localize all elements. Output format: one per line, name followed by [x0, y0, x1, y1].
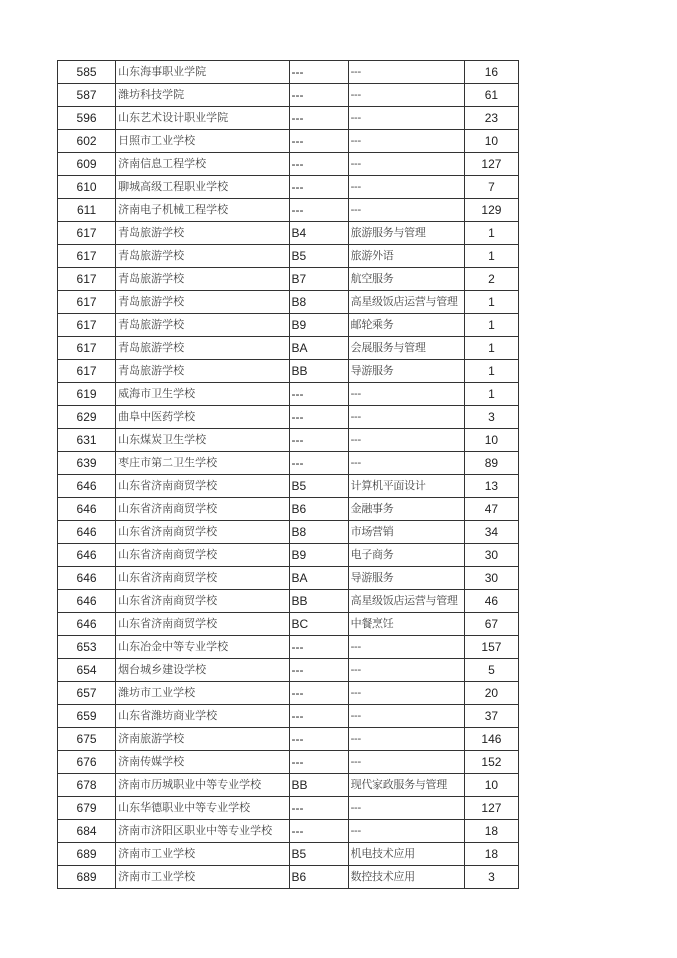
school-name-cell: 济南市济阳区职业中等专业学校	[116, 820, 289, 843]
count-cell: 34	[464, 521, 518, 544]
major-name-cell: ---	[348, 406, 464, 429]
count-cell: 13	[464, 475, 518, 498]
school-name-cell: 济南电子机械工程学校	[116, 199, 289, 222]
major-code-cell: B8	[289, 291, 348, 314]
school-code-cell: 617	[58, 337, 116, 360]
school-name-cell: 济南市工业学校	[116, 843, 289, 866]
major-code-cell: ---	[289, 429, 348, 452]
school-code-cell: 617	[58, 360, 116, 383]
school-name-cell: 青岛旅游学校	[116, 222, 289, 245]
school-code-cell: 684	[58, 820, 116, 843]
school-code-cell: 646	[58, 498, 116, 521]
school-name-cell: 青岛旅游学校	[116, 268, 289, 291]
school-name-cell: 济南市工业学校	[116, 866, 289, 889]
count-cell: 157	[464, 636, 518, 659]
major-name-cell: ---	[348, 61, 464, 84]
school-code-cell: 646	[58, 475, 116, 498]
table-row	[58, 567, 519, 590]
count-cell: 1	[464, 383, 518, 406]
major-code-cell: B9	[289, 314, 348, 337]
table-row	[58, 774, 519, 797]
major-code-cell: ---	[289, 107, 348, 130]
school-code-cell: 587	[58, 84, 116, 107]
major-name-cell: 会展服务与管理	[348, 337, 464, 360]
major-code-cell: BA	[289, 567, 348, 590]
major-code-cell: BB	[289, 590, 348, 613]
count-cell: 10	[464, 130, 518, 153]
school-code-cell: 611	[58, 199, 116, 222]
major-name-cell: ---	[348, 728, 464, 751]
table-row	[58, 222, 519, 245]
school-code-cell: 617	[58, 245, 116, 268]
count-cell: 152	[464, 751, 518, 774]
count-cell: 37	[464, 705, 518, 728]
major-code-cell: ---	[289, 705, 348, 728]
school-code-cell: 639	[58, 452, 116, 475]
major-code-cell: ---	[289, 452, 348, 475]
school-name-cell: 枣庄市第二卫生学校	[116, 452, 289, 475]
major-code-cell: B5	[289, 245, 348, 268]
table-row	[58, 291, 519, 314]
school-name-cell: 潍坊市工业学校	[116, 682, 289, 705]
school-code-cell: 609	[58, 153, 116, 176]
major-name-cell: ---	[348, 682, 464, 705]
table-row	[58, 866, 519, 889]
school-code-cell: 646	[58, 544, 116, 567]
school-code-cell: 689	[58, 866, 116, 889]
count-cell: 5	[464, 659, 518, 682]
count-cell: 89	[464, 452, 518, 475]
count-cell: 16	[464, 61, 518, 84]
count-cell: 46	[464, 590, 518, 613]
table-row	[58, 84, 519, 107]
school-code-cell: 659	[58, 705, 116, 728]
table-row	[58, 475, 519, 498]
school-name-cell: 山东省济南商贸学校	[116, 498, 289, 521]
count-cell: 1	[464, 291, 518, 314]
major-code-cell: ---	[289, 751, 348, 774]
school-name-cell: 聊城高级工程职业学校	[116, 176, 289, 199]
table-row	[58, 797, 519, 820]
table-body	[58, 61, 519, 889]
school-code-cell: 602	[58, 130, 116, 153]
major-code-cell: ---	[289, 84, 348, 107]
school-name-cell: 山东省济南商贸学校	[116, 521, 289, 544]
table-row	[58, 659, 519, 682]
count-cell: 1	[464, 360, 518, 383]
major-code-cell: ---	[289, 176, 348, 199]
table-row	[58, 406, 519, 429]
school-name-cell: 青岛旅游学校	[116, 245, 289, 268]
school-name-cell: 山东海事职业学院	[116, 61, 289, 84]
major-code-cell: ---	[289, 61, 348, 84]
major-name-cell: ---	[348, 383, 464, 406]
table-row	[58, 705, 519, 728]
table-row	[58, 498, 519, 521]
table-row	[58, 314, 519, 337]
major-code-cell: B7	[289, 268, 348, 291]
major-name-cell: ---	[348, 751, 464, 774]
count-cell: 1	[464, 337, 518, 360]
school-name-cell: 济南传媒学校	[116, 751, 289, 774]
major-name-cell: ---	[348, 429, 464, 452]
count-cell: 30	[464, 567, 518, 590]
major-code-cell: BC	[289, 613, 348, 636]
major-name-cell: ---	[348, 820, 464, 843]
school-code-cell: 646	[58, 567, 116, 590]
count-cell: 129	[464, 199, 518, 222]
major-name-cell: 导游服务	[348, 567, 464, 590]
major-code-cell: ---	[289, 153, 348, 176]
school-name-cell: 山东省济南商贸学校	[116, 613, 289, 636]
major-name-cell: 高星级饭店运营与管理	[348, 590, 464, 613]
school-name-cell: 山东省济南商贸学校	[116, 475, 289, 498]
count-cell: 146	[464, 728, 518, 751]
major-name-cell: 航空服务	[348, 268, 464, 291]
major-name-cell: ---	[348, 636, 464, 659]
major-name-cell: ---	[348, 130, 464, 153]
count-cell: 127	[464, 153, 518, 176]
table-row	[58, 107, 519, 130]
major-name-cell: ---	[348, 452, 464, 475]
count-cell: 1	[464, 314, 518, 337]
major-name-cell: ---	[348, 153, 464, 176]
major-name-cell: ---	[348, 659, 464, 682]
major-code-cell: B5	[289, 475, 348, 498]
major-code-cell: B8	[289, 521, 348, 544]
major-name-cell: ---	[348, 176, 464, 199]
count-cell: 10	[464, 429, 518, 452]
major-code-cell: ---	[289, 406, 348, 429]
table-row	[58, 61, 519, 84]
major-name-cell: ---	[348, 199, 464, 222]
count-cell: 23	[464, 107, 518, 130]
school-name-cell: 山东冶金中等专业学校	[116, 636, 289, 659]
major-code-cell: ---	[289, 728, 348, 751]
major-name-cell: 市场营销	[348, 521, 464, 544]
school-code-cell: 585	[58, 61, 116, 84]
school-code-cell: 675	[58, 728, 116, 751]
count-cell: 30	[464, 544, 518, 567]
school-code-cell: 653	[58, 636, 116, 659]
school-name-cell: 烟台城乡建设学校	[116, 659, 289, 682]
major-code-cell: ---	[289, 130, 348, 153]
school-code-cell: 596	[58, 107, 116, 130]
count-cell: 67	[464, 613, 518, 636]
table-row	[58, 383, 519, 406]
table-row	[58, 130, 519, 153]
school-code-cell: 657	[58, 682, 116, 705]
count-cell: 127	[464, 797, 518, 820]
count-cell: 7	[464, 176, 518, 199]
school-code-cell: 617	[58, 268, 116, 291]
major-name-cell: 电子商务	[348, 544, 464, 567]
school-code-cell: 617	[58, 222, 116, 245]
table-row	[58, 682, 519, 705]
major-code-cell: ---	[289, 659, 348, 682]
school-name-cell: 青岛旅游学校	[116, 291, 289, 314]
table-row	[58, 245, 519, 268]
major-code-cell: ---	[289, 199, 348, 222]
school-code-cell: 629	[58, 406, 116, 429]
school-name-cell: 济南信息工程学校	[116, 153, 289, 176]
table-row	[58, 360, 519, 383]
school-name-cell: 曲阜中医药学校	[116, 406, 289, 429]
count-cell: 47	[464, 498, 518, 521]
school-name-cell: 山东省济南商贸学校	[116, 544, 289, 567]
school-code-cell: 678	[58, 774, 116, 797]
major-name-cell: 计算机平面设计	[348, 475, 464, 498]
major-name-cell: 金融事务	[348, 498, 464, 521]
school-name-cell: 潍坊科技学院	[116, 84, 289, 107]
school-code-cell: 676	[58, 751, 116, 774]
count-cell: 3	[464, 406, 518, 429]
enrollment-table	[57, 60, 519, 889]
major-name-cell: ---	[348, 107, 464, 130]
school-name-cell: 山东省济南商贸学校	[116, 567, 289, 590]
major-name-cell: 中餐烹饪	[348, 613, 464, 636]
table-row	[58, 636, 519, 659]
school-code-cell: 617	[58, 314, 116, 337]
table-row	[58, 176, 519, 199]
school-code-cell: 631	[58, 429, 116, 452]
major-name-cell: ---	[348, 705, 464, 728]
school-name-cell: 日照市工业学校	[116, 130, 289, 153]
count-cell: 3	[464, 866, 518, 889]
table-row	[58, 843, 519, 866]
school-code-cell: 610	[58, 176, 116, 199]
school-name-cell: 青岛旅游学校	[116, 314, 289, 337]
major-name-cell: ---	[348, 797, 464, 820]
major-code-cell: ---	[289, 636, 348, 659]
school-code-cell: 617	[58, 291, 116, 314]
major-code-cell: ---	[289, 682, 348, 705]
table-row	[58, 728, 519, 751]
school-code-cell: 646	[58, 521, 116, 544]
major-name-cell: 旅游外语	[348, 245, 464, 268]
count-cell: 20	[464, 682, 518, 705]
school-name-cell: 山东省济南商贸学校	[116, 590, 289, 613]
table-row	[58, 429, 519, 452]
count-cell: 1	[464, 245, 518, 268]
school-code-cell: 679	[58, 797, 116, 820]
major-code-cell: B6	[289, 498, 348, 521]
table-row	[58, 153, 519, 176]
school-code-cell: 619	[58, 383, 116, 406]
table-row	[58, 590, 519, 613]
major-name-cell: 导游服务	[348, 360, 464, 383]
count-cell: 18	[464, 820, 518, 843]
major-code-cell: B5	[289, 843, 348, 866]
school-name-cell: 威海市卫生学校	[116, 383, 289, 406]
table-row	[58, 751, 519, 774]
table-row	[58, 337, 519, 360]
major-code-cell: B9	[289, 544, 348, 567]
count-cell: 1	[464, 222, 518, 245]
table-row	[58, 613, 519, 636]
count-cell: 18	[464, 843, 518, 866]
major-name-cell: 旅游服务与管理	[348, 222, 464, 245]
major-code-cell: ---	[289, 797, 348, 820]
major-code-cell: ---	[289, 820, 348, 843]
major-code-cell: BB	[289, 774, 348, 797]
major-name-cell: ---	[348, 84, 464, 107]
table-row	[58, 544, 519, 567]
major-name-cell: 高星级饭店运营与管理	[348, 291, 464, 314]
major-name-cell: 现代家政服务与管理	[348, 774, 464, 797]
table-row	[58, 199, 519, 222]
major-name-cell: 机电技术应用	[348, 843, 464, 866]
table-row	[58, 521, 519, 544]
major-code-cell: BB	[289, 360, 348, 383]
school-name-cell: 济南旅游学校	[116, 728, 289, 751]
count-cell: 2	[464, 268, 518, 291]
major-code-cell: B4	[289, 222, 348, 245]
school-name-cell: 山东艺术设计职业学院	[116, 107, 289, 130]
major-code-cell: BA	[289, 337, 348, 360]
school-name-cell: 山东省潍坊商业学校	[116, 705, 289, 728]
count-cell: 61	[464, 84, 518, 107]
school-name-cell: 山东华德职业中等专业学校	[116, 797, 289, 820]
table-row	[58, 820, 519, 843]
table-row	[58, 452, 519, 475]
count-cell: 10	[464, 774, 518, 797]
school-name-cell: 青岛旅游学校	[116, 360, 289, 383]
school-code-cell: 646	[58, 613, 116, 636]
school-name-cell: 山东煤炭卫生学校	[116, 429, 289, 452]
major-name-cell: 邮轮乘务	[348, 314, 464, 337]
school-name-cell: 济南市历城职业中等专业学校	[116, 774, 289, 797]
school-code-cell: 689	[58, 843, 116, 866]
table-row	[58, 268, 519, 291]
major-code-cell: ---	[289, 383, 348, 406]
school-name-cell: 青岛旅游学校	[116, 337, 289, 360]
school-code-cell: 654	[58, 659, 116, 682]
major-name-cell: 数控技术应用	[348, 866, 464, 889]
major-code-cell: B6	[289, 866, 348, 889]
school-code-cell: 646	[58, 590, 116, 613]
